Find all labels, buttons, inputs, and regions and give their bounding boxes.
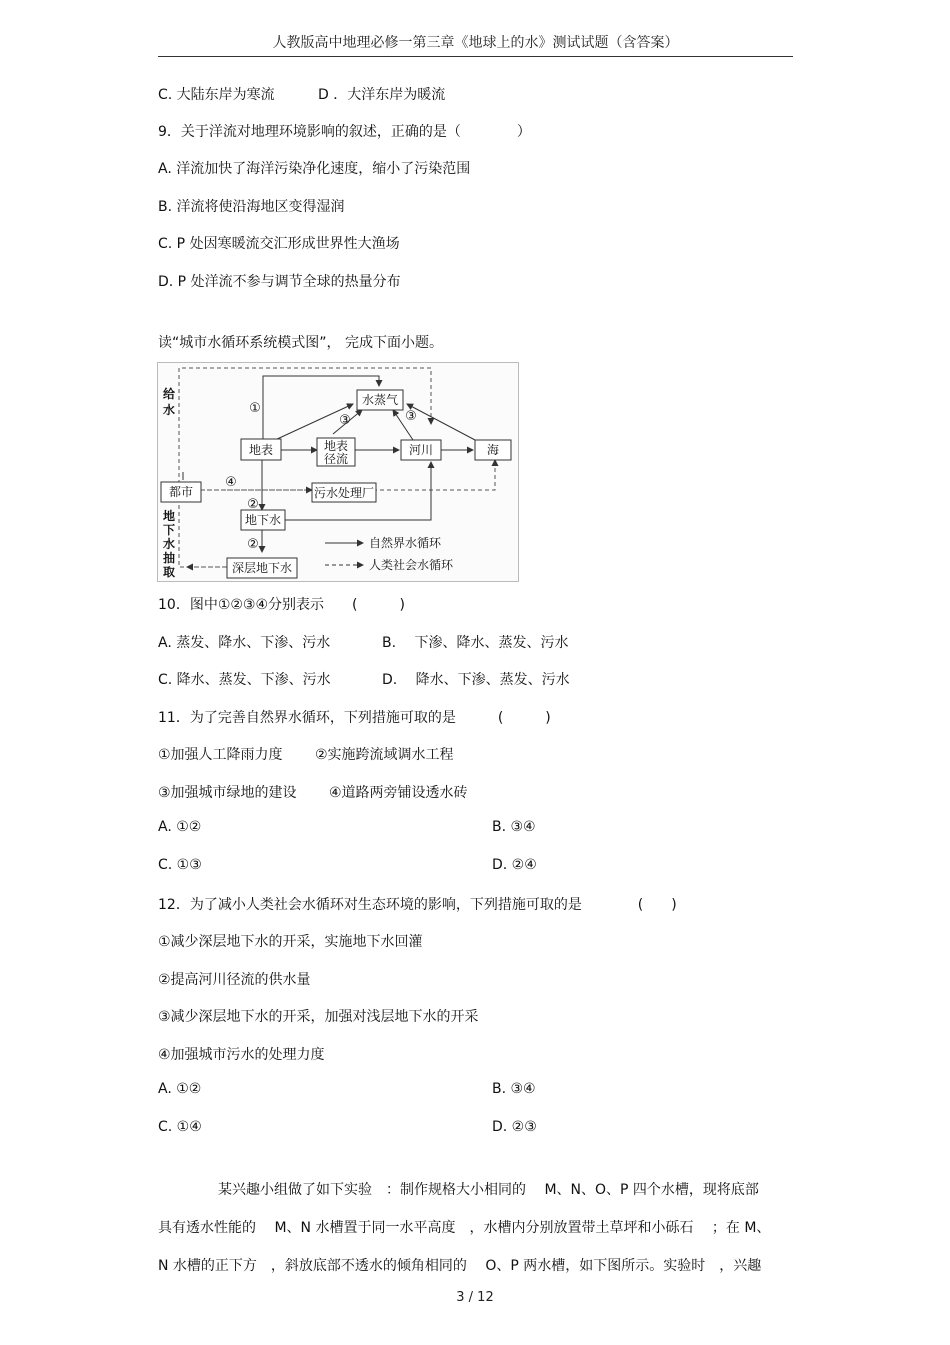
q11-items-2: ③加强城市绿地的建设 ④道路两旁铺设透水砖 bbox=[158, 785, 468, 801]
q8-option-d: D ．大洋东岸为暖流 bbox=[318, 87, 446, 103]
water-cycle-diagram bbox=[157, 362, 519, 582]
marker-1: ① bbox=[249, 401, 261, 416]
label-extract-4: 抽 bbox=[162, 551, 176, 565]
node-river: 河川 bbox=[408, 443, 434, 457]
page-number: 3 / 12 bbox=[456, 1290, 494, 1305]
label-extract-5: 取 bbox=[162, 565, 176, 579]
q11-stem: 11．为了完善自然界水循环，下列措施可取的是 ( ) bbox=[158, 710, 551, 726]
q12-item-3: ③减少深层地下水的开采，加强对浅层地下水的开采 bbox=[158, 1009, 479, 1025]
q9-option-a: A. 洋流加快了海洋污染净化速度，缩小了污染范围 bbox=[158, 161, 471, 177]
node-surface-runoff-2: 径流 bbox=[323, 452, 349, 466]
node-water-vapor: 水蒸气 bbox=[361, 393, 399, 407]
node-city: 都市 bbox=[168, 485, 194, 499]
q11-items-1: ①加强人工降雨力度 ②实施跨流域调水工程 bbox=[158, 747, 454, 763]
marker-2b: ② bbox=[247, 537, 259, 552]
q11-option-c: C. ①③ bbox=[158, 857, 202, 873]
node-sewage-plant: 污水处理厂 bbox=[313, 486, 375, 500]
q12-item-4: ④加强城市污水的处理力度 bbox=[158, 1047, 325, 1063]
node-deep-groundwater: 深层地下水 bbox=[231, 561, 293, 575]
page-header: 人教版高中地理必修一第三章《地球上的水》测试试题（含答案） bbox=[158, 32, 793, 57]
q12-option-b: B. ③④ bbox=[492, 1081, 536, 1097]
q12-option-c: C. ①④ bbox=[158, 1119, 202, 1135]
paragraph-line-1: 某兴趣小组做了如下实验 ：制作规格大小相同的 M、N、O、P 四个水槽，现将底部 bbox=[218, 1182, 759, 1198]
marker-4: ④ bbox=[225, 475, 237, 490]
q8-option-c: C. 大陆东岸为寒流 bbox=[158, 87, 275, 103]
marker-3b: ③ bbox=[405, 409, 417, 424]
q11-option-b: B. ③④ bbox=[492, 819, 536, 835]
marker-2a: ② bbox=[247, 497, 259, 512]
q10-stem: 10．图中①②③④分别表示 ( ) bbox=[158, 597, 405, 613]
node-surface-runoff-1: 地表 bbox=[323, 439, 349, 453]
experiment-paragraph bbox=[158, 1171, 790, 1285]
legend-human: 人类社会水循环 bbox=[369, 558, 454, 572]
label-extract-3: 水 bbox=[162, 537, 176, 551]
q12-stem: 12．为了减小人类社会水循环对生态环境的影响，下列措施可取的是 ( ) bbox=[158, 897, 677, 913]
q11-option-a: A. ①② bbox=[158, 819, 202, 835]
node-sea: 海 bbox=[486, 443, 500, 457]
q12-option-d: D. ②③ bbox=[492, 1119, 537, 1135]
legend-natural: 自然界水循环 bbox=[369, 536, 442, 550]
paragraph-line-2: 具有透水性能的 M、N 水槽置于同一水平高度 ，水槽内分别放置带土草坪和小砾石 ；在 M、 bbox=[158, 1220, 771, 1236]
q9-stem: 9．关于洋流对地理环境影响的叙述，正确的是（ ） bbox=[158, 124, 531, 140]
marker-3a: ③ bbox=[339, 413, 351, 428]
label-supply-2: 水 bbox=[162, 403, 176, 417]
q10-option-b: B. 下渗、降水、蒸发、污水 bbox=[382, 635, 569, 651]
q12-item-2: ②提高河川径流的供水量 bbox=[158, 972, 311, 988]
label-extract-1: 地 bbox=[162, 509, 176, 523]
node-dibiao: 地表 bbox=[248, 443, 274, 457]
node-groundwater: 地下水 bbox=[244, 513, 282, 527]
label-supply-1: 给 bbox=[162, 387, 176, 401]
q9-option-b: B. 洋流将使沿海地区变得湿润 bbox=[158, 199, 345, 215]
q11-option-d: D. ②④ bbox=[492, 857, 537, 873]
q10-option-d: D. 降水、下渗、蒸发、污水 bbox=[382, 672, 570, 688]
q9-option-c: C. P 处因寒暖流交汇形成世界性大渔场 bbox=[158, 236, 400, 252]
q10-option-c: C. 降水、蒸发、下渗、污水 bbox=[158, 672, 331, 688]
q9-option-d: D. P 处洋流不参与调节全球的热量分布 bbox=[158, 274, 401, 290]
figure-intro: 读“城市水循环系统模式图”， 完成下面小题。 bbox=[158, 335, 443, 351]
q12-item-1: ①减少深层地下水的开采，实施地下水回灌 bbox=[158, 934, 423, 950]
label-extract-2: 下 bbox=[162, 523, 176, 537]
q12-option-a: A. ①② bbox=[158, 1081, 202, 1097]
q10-option-a: A. 蒸发、降水、下渗、污水 bbox=[158, 635, 331, 651]
paragraph-line-3: N 水槽的正下方 ，斜放底部不透水的倾角相同的 O、P 两水槽，如下图所示。实验时 ，兴趣 bbox=[158, 1258, 762, 1274]
